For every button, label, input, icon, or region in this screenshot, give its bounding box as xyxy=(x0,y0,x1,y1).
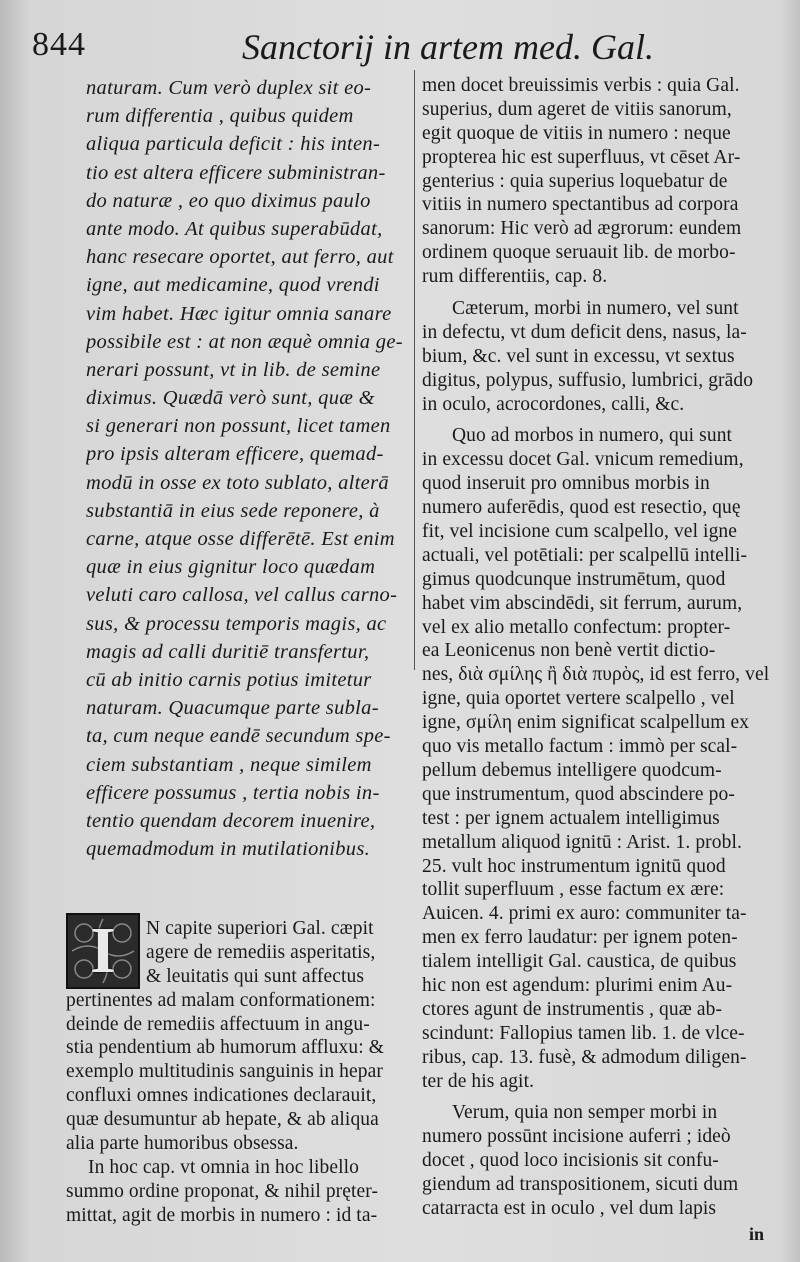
galen-text-column xyxy=(86,74,410,863)
text-line: substantiā in eius sede reponere, à xyxy=(86,499,380,522)
commentary-line: pertinentes ad malam conformationem: xyxy=(66,989,376,1011)
text-line: carne, atque osse differētē. Est enim xyxy=(86,528,395,550)
commentary-line: alia parte humoribus obsessa. xyxy=(66,1133,299,1155)
commentary-line: quo vis metallo factum : immò per scal- xyxy=(422,736,738,758)
initial-letter: I xyxy=(90,914,116,987)
commentary-line: sanorum: Hic verò ad ægrorum: eundem xyxy=(422,218,742,240)
paragraph-gap xyxy=(422,289,770,297)
commentary-line: propterea hic est superfluus, vt cēset Ar- xyxy=(422,146,741,168)
text-line: ante modo. At quibus superabūdat, xyxy=(86,217,383,240)
commentary-line: men docet breuissimis verbis : quia Gal. xyxy=(422,75,740,96)
text-line: magis ad calli duritiē transfertur, xyxy=(86,640,370,663)
commentary-line: quod inseruit pro omnibus morbis in xyxy=(422,473,710,495)
commentary-line: mittat, agit de morbis in numero : id ta- xyxy=(66,1204,378,1226)
commentary-line: giendum ad transpositionem, sicuti dum xyxy=(422,1174,739,1196)
text-line: pro ipsis alteram efficere, quemad- xyxy=(86,443,384,466)
commentary-line: summo ordine proponat, & nihil pręter- xyxy=(66,1180,379,1202)
commentary-line: deinde de remediis affectuum in angu- xyxy=(66,1013,370,1035)
text-line: naturam. Quacumque parte subla- xyxy=(86,697,379,720)
commentary-line: vel ex alio metallo confectum: propter- xyxy=(422,616,731,638)
commentary-line: habet vim abscindēdi, sit ferrum, aurum, xyxy=(422,592,743,614)
commentary-line: gimus quodcunque instrumētum, quod xyxy=(422,568,726,590)
text-line: quæ in eius gignitur loco quædam xyxy=(86,556,376,579)
commentary-line: quæ desumuntur ab hepate, & ab aliqua xyxy=(66,1109,379,1131)
text-line: tio est altera efficere subministran- xyxy=(86,161,386,184)
text-line: rum differentia , quibus quidem xyxy=(86,105,354,128)
commentary-line: egit quoque de vitiis in numero : neque xyxy=(422,122,731,144)
text-line: quemadmodum in mutilationibus. xyxy=(86,838,371,861)
commentary-line: digitus, polypus, suffusio, lumbrici, grādo xyxy=(422,369,754,391)
page-number: 844 xyxy=(32,26,86,63)
text-line: sus, & processu temporis magis, ac xyxy=(86,612,387,635)
commentary-line: ter de his agit. xyxy=(422,1070,535,1092)
commentary-line: scindunt: Fallopius tamen lib. 1. de vlce- xyxy=(422,1022,745,1044)
commentary-line: pellum debemus intelligere quodcum- xyxy=(422,759,722,781)
text-line: igne, aut medicamine, quod vrendi xyxy=(86,274,380,297)
commentary-line: actuali, vel potētiali: per scalpellū intelli- xyxy=(422,544,748,566)
commentary-line: & leuitatis qui sunt affectus xyxy=(146,965,365,987)
text-line: hanc resecare oportet, aut ferro, aut xyxy=(86,246,394,269)
text-line: nerari possunt, vt in lib. de semine xyxy=(86,358,381,381)
text-line: naturam. Cum verò duplex sit eo- xyxy=(86,77,372,99)
commentary-line: vitiis in numero spectantibus ad corpora xyxy=(422,194,739,216)
commentary-line: fit, vel incisione cum scalpello, vel igne xyxy=(422,521,738,543)
commentary-line: in oculo, acrocordones, calli, &c. xyxy=(422,393,685,415)
commentary-line: tialem intelligit Gal. caustica, de quibus xyxy=(422,951,737,973)
commentary-line: Verum, quia non semper morbi in xyxy=(452,1102,718,1124)
commentary-line: ea Leonicenus non benè vertit dictio- xyxy=(422,640,716,662)
commentary-line: numero possūnt incisione auferri ; ideò xyxy=(422,1126,731,1148)
commentary-line: rum differentiis, cap. 8. xyxy=(422,266,608,288)
commentary-line: genterius : quia superius loquebatur de xyxy=(422,170,728,192)
catchword: in xyxy=(748,1224,764,1244)
commentary-line: ctores agunt de instrumentis , quæ ab- xyxy=(422,998,723,1020)
text-line: efficere possumus , tertia nobis in- xyxy=(86,781,380,804)
commentary-line: In hoc cap. vt omnia in hoc libello xyxy=(88,1156,360,1178)
text-line: veluti caro callosa, vel callus carno- xyxy=(86,584,398,607)
commentary-line: Quo ad morbos in numero, qui sunt xyxy=(452,425,733,447)
commentary-line: N capite superiori Gal. cæpit xyxy=(146,918,374,939)
text-line: do naturæ , eo quo diximus paulo xyxy=(86,189,371,212)
commentary-line: docet , quod loco incisionis sit confu- xyxy=(422,1150,719,1172)
commentary-line: catarracta est in oculo , vel dum lapis xyxy=(422,1197,717,1219)
commentary-line: test : per ignem actualem intelligimus xyxy=(422,807,720,829)
commentary-line: ordinem quoque seruauit lib. de morbo- xyxy=(422,242,736,264)
paragraph-gap xyxy=(422,1093,770,1101)
commentary-line: Auicen. 4. primi ex auro: communiter ta- xyxy=(422,903,747,925)
text-line: vim habet. Hæc igitur omnia sanare xyxy=(86,302,392,325)
commentary-line: in defectu, vt dum deficit dens, nasus, la- xyxy=(422,321,747,343)
commentary-line: bium, &c. vel sunt in excessu, vt sextus xyxy=(422,345,735,367)
commentary-line: numero auferēdis, quod est resectio, quę xyxy=(422,497,741,519)
page-header xyxy=(30,18,790,68)
running-title: Sanctorij in artem med. Gal. xyxy=(242,27,654,67)
commentary-line: confluxi omnes indicationes declarauit, xyxy=(66,1085,377,1107)
commentary-line: 25. vult hoc instrumentum ignitū quod xyxy=(422,855,726,877)
text-line: ta, cum neque eandē secundum spe- xyxy=(86,725,391,748)
text-line: ciem substantiam , neque similem xyxy=(86,753,372,776)
paragraph-gap xyxy=(422,416,770,424)
commentary-block-left xyxy=(66,914,414,1228)
text-line: diximus. Quædā verò sunt, quæ & xyxy=(86,387,375,410)
commentary-column-right xyxy=(422,74,770,1221)
commentary-line: que instrumentum, quod abscindere po- xyxy=(422,783,735,805)
commentary-line: Cæterum, morbi in numero, vel sunt xyxy=(452,298,739,320)
text-line: aliqua particula deficit : his inten- xyxy=(86,133,381,156)
text-line: cū ab initio carnis potius imitetur xyxy=(86,668,372,691)
commentary-line: igne, σμίλη enim significat scalpellum ex xyxy=(422,712,750,734)
commentary-line: stia pendentium ab humorum affluxu: & xyxy=(66,1037,384,1059)
commentary-line: agere de remediis asperitatis, xyxy=(146,941,376,963)
commentary-line: metallum aliquod ignitū : Arist. 1. probl. xyxy=(422,831,742,853)
commentary-line: exemplo multitudinis sanguinis in hepar xyxy=(66,1061,383,1083)
commentary-line: tollit superfluum , esse factum ex ære: xyxy=(422,879,725,901)
commentary-line: in excessu docet Gal. vnicum remedium, xyxy=(422,449,744,471)
commentary-line: superius, dum ageret de vitiis sanorum, xyxy=(422,98,732,120)
commentary-line: hic non est agendum: plurimi enim Au- xyxy=(422,974,733,996)
text-line: modū in osse ex toto sublato, alterā xyxy=(86,471,389,494)
commentary-line: ribus, cap. 13. fusè, & admodum diligen- xyxy=(422,1046,747,1068)
text-line: possibile est : at non æquè omnia ge- xyxy=(86,330,403,353)
commentary-line: nes, διὰ σμίλης ἢ διὰ πυρὸς, id est ferro, vel xyxy=(422,664,770,686)
column-divider xyxy=(414,70,415,670)
commentary-line: igne, quia oportet vertere scalpello , vel xyxy=(422,688,735,710)
text-line: tentio quendam decorem inuenire, xyxy=(86,809,376,832)
text-line: si generari non possunt, licet tamen xyxy=(86,415,391,438)
commentary-line: men ex ferro laudatur: per ignem poten- xyxy=(422,927,738,949)
